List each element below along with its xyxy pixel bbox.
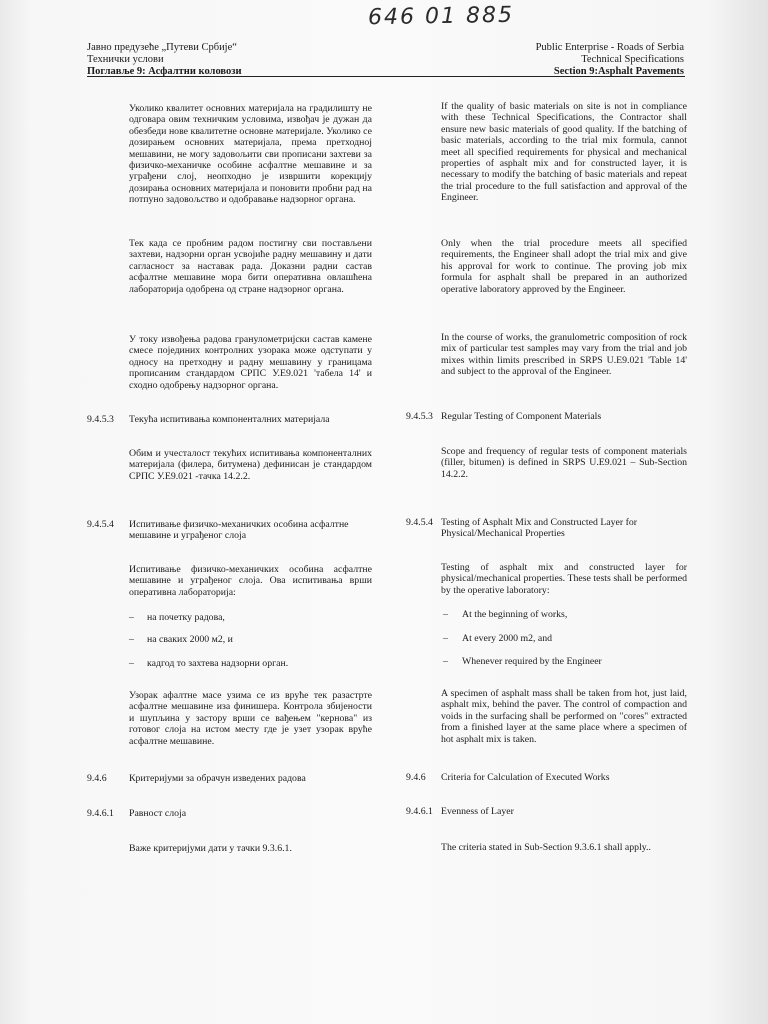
paragraph-sr: Испитивање физичко-механичких особина асфалтне мешавине и уграђеног слоја. Ова испитивања врши оперативна лабораторија:	[129, 564, 372, 598]
list-bullet: –	[129, 658, 134, 669]
header-doc-sr: Технички услови	[87, 54, 164, 65]
section-number: 9.4.5.3	[87, 414, 114, 425]
list-bullet: –	[129, 634, 134, 645]
list-bullet: –	[443, 633, 448, 644]
list-bullet: –	[129, 612, 134, 623]
section-title-sr: Критеријуми за обрачун изведених радова	[129, 773, 306, 784]
paragraph-sr: Обим и учесталост текућих испитивања компоненталних материјала (филера, битумена) дефинисан је стандардом СРПС У.Е9.021 -тачка 14.2.2.	[129, 448, 372, 482]
list-item-sr: на почетку радова,	[147, 612, 225, 623]
paragraph-en: A specimen of asphalt mass shall be taken from hot, just laid, asphalt mix, behind the paver. The control of compaction and voids in the surfacing shall be performed on "cores" extracted from a finished layer at the same place where a specimen of hot asphalt mix is taken.	[441, 688, 687, 745]
list-item-en: Whenever required by the Engineer	[462, 656, 602, 667]
header-divider	[87, 76, 685, 77]
paragraph-en: If the quality of basic materials on site is not in compliance with these Technical Specifications, the Contractor shall ensure new basic materials of good quality. If the batching of basic materials, according to the trial mix formula, cannot meet all specified requirements for physical and mechanical properties of asphalt mix and for constructed layer, it is necessary to modify the batching of basic materials and repeat the trial procedure to the full satisfaction and approval of the Engineer.	[441, 101, 687, 204]
list-bullet: –	[443, 656, 448, 667]
paragraph-en: In the course of works, the granulometric composition of rock mix of particular test samples may vary from the trial and job mixes within limits prescribed in SRPS U.E9.021 'Table 14' and subject to the approval of the Engineer.	[441, 332, 687, 378]
section-title-sr: Испитивање физичко-механичких особина асфалтне мешавине и уграђеног слоја	[129, 519, 349, 542]
section-title-en: Evenness of Layer	[441, 806, 514, 817]
section-number: 9.4.5.4	[87, 519, 114, 530]
paragraph-sr: Уколико квалитет основних материјала на градилишту не одговара овим техничким условима, извођач је дужан да обезбеди нове квалитетне основне материјале. Уколико се дозирањем основних материјала, према претходној мешавини, не могу задовољити сви прописани захтеви за физичко-механичке особине асфалтне мешавине и за уграђени слој, неопходно је извршити корекцију дозирања основних материјала и поновити пробни рад на потпуно задовољство и одобравање надзорног органа.	[129, 103, 372, 206]
section-number: 9.4.6	[87, 773, 107, 784]
list-item-sr: кадгод то захтева надзорни орган.	[147, 658, 289, 669]
paragraph-en: Only when the trial procedure meets all specified requirements, the Engineer shall adopt the trial mix and give his approval for work to continue. The proving job mix formula for asphalt shall be prepared in an authorized operative laboratory approved by the Engineer.	[441, 238, 687, 295]
handwritten-note: 646 01 885	[367, 2, 515, 31]
section-number: 9.4.5.3	[406, 411, 433, 422]
header-right	[536, 42, 684, 78]
paragraph-en: The criteria stated in Sub-Section 9.3.6.1 shall apply..	[441, 842, 651, 853]
paragraph-sr: У току извођења радова гранулометријски састав камене смесе појединих контролних узорака може одступати у односу на претходну и радну мешавину у границама прописаним стандардом СРПС У.Е9.021 'табела 14' и сходно одобрењу надзорног органа.	[129, 334, 372, 391]
header-left	[87, 42, 242, 78]
section-number: 9.4.6	[406, 772, 426, 783]
section-title-sr: Равност слоја	[129, 808, 187, 819]
section-number: 9.4.6.1	[406, 806, 433, 817]
header-section-en: Section 9:Asphalt Pavements	[553, 66, 684, 77]
section-number: 9.4.6.1	[87, 808, 114, 819]
section-title-sr: Текућа испитивања компоненталних материјала	[129, 414, 330, 425]
paragraph-sr: Важе критеријуми дати у тачки 9.3.6.1.	[129, 843, 292, 854]
header-doc-en: Technical Specifications	[581, 54, 684, 65]
list-item-sr: на сваких 2000 м2, и	[147, 634, 233, 645]
header-org-sr: Јавно предузеће „Путеви Србије“	[87, 42, 237, 53]
paragraph-en: Testing of asphalt mix and constructed layer for physical/mechanical properties. These tests shall be performed by the operative laboratory:	[441, 562, 687, 596]
section-title-en: Testing of Asphalt Mix and Constructed Layer for Physical/Mechanical Properties	[441, 517, 638, 540]
header-org-en: Public Enterprise - Roads of Serbia	[535, 42, 684, 53]
section-title-en: Criteria for Calculation of Executed Works	[441, 772, 610, 783]
list-item-en: At every 2000 m2, and	[462, 633, 553, 644]
list-bullet: –	[443, 609, 448, 620]
section-title-en: Regular Testing of Component Materials	[441, 411, 602, 422]
list-item-en: At the beginning of works,	[462, 609, 568, 620]
header-section-sr: Поглавље 9: Асфалтни коловози	[87, 66, 242, 77]
section-number: 9.4.5.4	[406, 517, 433, 528]
paragraph-sr: Тек када се пробним радом постигну сви постављени захтеви, надзорни орган усвојиће радну мешавину и дати сагласност за наставак рада. Доказни радни састав асфалтне мешавине мора бити оперативна овлашћена лабораторија одобрена од стране надзорног органа.	[129, 238, 372, 295]
paragraph-sr: Узорак афалтне масе узима се из вруће тек разастрте асфалтне мешавине иза финишера. Контрола збијености и шупљина у застору врши се вађењем "кернова" из готовог слоја на истом месту где је узет узорак вруће асфалтне мешавине.	[129, 690, 372, 747]
paragraph-en: Scope and frequency of regular tests of component materials (filler, bitumen) is defined in SRPS U.E9.021 – Sub-Section 14.2.2.	[441, 446, 687, 480]
